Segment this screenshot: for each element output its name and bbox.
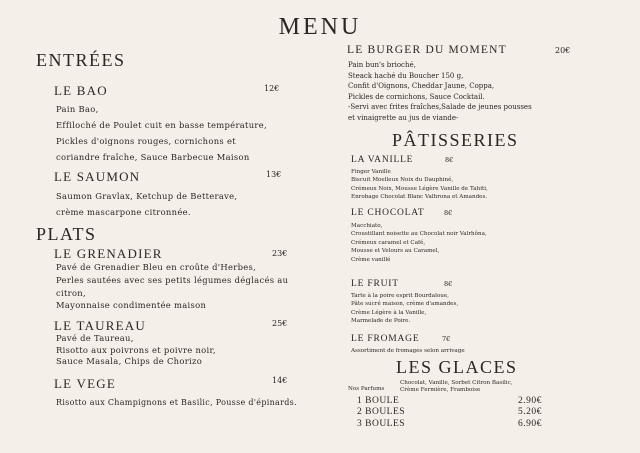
item-desc-grenadier [56, 261, 288, 312]
item-price-vege: 14€ [272, 376, 288, 385]
desc-line: Tarte à la poire esprit Bourdaloue, [351, 293, 449, 299]
item-price-fromage: 7€ [442, 335, 451, 343]
desc-line: Crémeux caramel et Café, [351, 239, 426, 246]
item-price-vanille: 8€ [445, 156, 454, 164]
desc-line: Saumon Gravlax, Ketchup de Betterave, [56, 191, 238, 201]
desc-line: Biscuit Moelleux Noix du Dauphiné, [351, 177, 454, 184]
item-desc-fruit [351, 292, 458, 326]
item-price-fruit: 8€ [444, 280, 453, 288]
item-price-taureau: 25€ [272, 319, 288, 328]
desc-line: Crème Fermière, Framboise [400, 387, 481, 393]
desc-line: citron, [56, 287, 86, 298]
desc-line: Marmelade de Poire. [351, 318, 411, 325]
desc-line: Crème Légère à la Vanille, [351, 309, 427, 316]
item-price-saumon: 13€ [266, 170, 282, 179]
desc-line: Assortiment de fromages selon arrivage [351, 348, 465, 354]
desc-line: Mayonnaise condimentée maison [56, 300, 207, 311]
item-desc-taureau [56, 333, 216, 368]
desc-line: Crème vanillé [351, 256, 391, 263]
glace-size-price: 6.90€ [518, 419, 542, 429]
desc-line: et vinaigrette au jus de viande- [348, 113, 459, 122]
desc-line: Pavé de Taureau, [56, 333, 134, 343]
desc-line: Mousse et Velours au Caramel, [351, 248, 440, 255]
desc-line: Pickles d'oignons rouges, cornichons et [56, 136, 236, 146]
item-desc-burger [348, 60, 532, 124]
desc-line: Pain bun's brioché, [348, 61, 416, 69]
plats-heading: PLATS [36, 224, 97, 244]
glace-size-label: 2 BOULES [357, 407, 406, 417]
desc-line: crème mascarpone citronnée. [56, 207, 191, 217]
desc-line: Pickles de cornichons, Sauce Cocktail. [348, 92, 485, 101]
desc-line: Sauce Masala, Chips de Chorizo [56, 356, 203, 366]
desc-line: Enrobage Chocolat Blanc Valhrona et Amandes. [351, 194, 488, 201]
glace-size-label: 1 BOULE [357, 396, 400, 406]
item-price-grenadier: 23€ [272, 249, 288, 258]
item-price-burger: 20€ [555, 46, 571, 55]
item-name-fromage: LE FROMAGE [351, 334, 420, 344]
item-desc-fromage [351, 347, 465, 355]
entrees-heading: ENTRÉES [36, 50, 126, 70]
item-price-bao: 12€ [264, 84, 280, 93]
item-desc-vege [56, 395, 297, 411]
desc-line: Effiloché de Poulet cuit en basse température, [56, 120, 267, 130]
desc-line: Steack haché du Boucher 150 g, [348, 71, 464, 80]
desc-line: Confit d'Oignons, Cheddar Jaune, Coppa, [348, 82, 495, 91]
desc-line: Chocolat, Vanille, Sorbet Citron Basilic, [400, 380, 513, 386]
desc-line: Finger Vanille [351, 169, 391, 175]
desc-line: Pain Bao, [56, 104, 99, 114]
item-name-vege: LE VEGE [54, 376, 116, 391]
item-desc-chocolat [351, 222, 487, 264]
desc-line: -Servi avec frites fraîches,Salade de jeunes pousses [348, 103, 532, 112]
item-name-grenadier: LE GRENADIER [54, 246, 163, 261]
item-name-fruit: LE FRUIT [351, 279, 399, 289]
glace-size-label: 3 BOULES [357, 419, 406, 429]
desc-line: Risotto aux Champignons et Basilic, Pousse d'épinards. [56, 398, 297, 407]
item-desc-saumon [56, 188, 237, 220]
parfums-label: Nos Parfums [348, 386, 385, 392]
desc-line: coriandre fraîche, Sauce Barbecue Maison [56, 152, 250, 162]
menu-title: MENU [278, 14, 362, 40]
item-name-chocolat: LE CHOCOLAT [351, 208, 425, 218]
item-name-vanille: LA VANILLE [351, 155, 414, 165]
glaces-heading: LES GLACES [396, 357, 518, 377]
desc-line: Croustillant noisette au Chocolat noir Valrhôna, [351, 231, 487, 238]
desc-line: Pâte sucré maison, crème d'amandes, [351, 301, 459, 308]
glace-size-price: 5.20€ [518, 407, 542, 417]
parfums-list [400, 380, 513, 394]
item-name-taureau: LE TAUREAU [54, 318, 146, 333]
desc-line: Risotto aux poivrons et poivre noir, [56, 344, 216, 355]
desc-line: Pavé de Grenadier Bleu en croûte d'Herbes, [56, 262, 257, 272]
item-desc-bao [56, 101, 267, 165]
item-name-saumon: LE SAUMON [54, 169, 141, 184]
item-desc-vanille [351, 168, 488, 202]
item-name-burger: LE BURGER DU MOMENT [347, 44, 507, 56]
desc-line: Perles sautées avec ses petits légumes déglacés au [56, 274, 289, 285]
glace-size-price: 2.90€ [518, 396, 542, 406]
item-name-bao: LE BAO [54, 83, 108, 98]
item-price-chocolat: 8€ [444, 209, 453, 217]
desc-line: Macchiato, [351, 223, 383, 229]
patisseries-heading: PÂTISSERIES [392, 130, 519, 150]
desc-line: Crémeux Noix, Mousse Légère Vanille de Tahiti, [351, 185, 488, 192]
